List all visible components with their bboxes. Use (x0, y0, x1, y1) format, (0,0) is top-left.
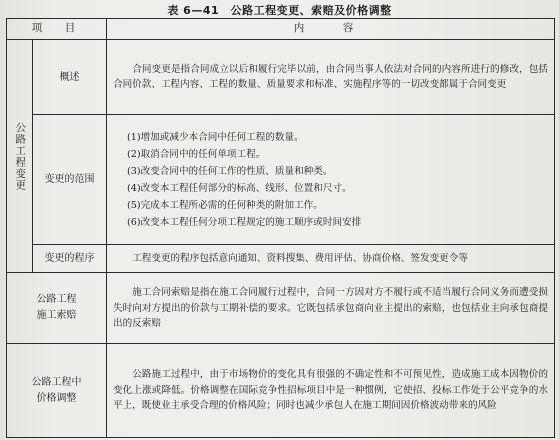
procedure-content (107, 245, 555, 273)
scope-content (107, 115, 555, 245)
header-row (7, 19, 555, 40)
header-item: 项 目 (7, 19, 107, 40)
row-procedure (7, 245, 555, 273)
content-table (6, 18, 555, 438)
scope-label: 变更的范围 (33, 115, 107, 245)
category-change-cell (7, 40, 33, 273)
scope-list (113, 129, 548, 231)
claims-label-line2: 施工索赔 (36, 310, 77, 322)
row-overview (7, 40, 555, 115)
header-content: 内 容 (107, 19, 555, 40)
scope-item: (6)改变本工程任何分项工程规定的施工顺序或时间安排 (127, 216, 362, 228)
claims-content (107, 273, 555, 344)
price-label-line1: 公路工程中 (31, 376, 82, 388)
category-change-label: 公路工程变更 (14, 121, 27, 191)
price-label-line2: 价格调整 (36, 392, 77, 404)
procedure-text: 工程变更的程序包括意向通知、资料搜集、费用评估、协商价格、签发变更令等 (132, 253, 468, 265)
scope-item: (1)增加或减少本合同中任何工程的数量。 (127, 131, 304, 143)
claims-label (7, 273, 107, 344)
overview-text: 合同变更是指合同成立以后和履行完毕以前，由合同当事人依法对合同的内容所进行的修改，包括合同价款、工程内容、工程的数量、质量要求和标准、实施程序等的一切改变都属于合同变更 (113, 63, 548, 91)
scope-item: (5)完成本工程所必需的任何种类的附加工作。 (127, 199, 323, 211)
overview-content (107, 40, 555, 115)
claims-text: 施工合同索赔是指在施工合同履行过程中，合同一方因对方不履行或不适当履行合同义务而遭受损失时向对方提出的价款与工期补偿的要求。它既包括承包商向业主提出的索赔，也包括业主向承包商提出的反索赔 (113, 287, 548, 330)
row-scope (7, 115, 555, 245)
scope-item: (3)改变合同中的任何工作的性质、质量和种类。 (127, 165, 333, 177)
row-price (7, 344, 555, 438)
price-text: 公路施工过程中，由于市场物价的变化具有很强的不确定性和不可预见性，造成施工成本因物价的变化上涨或降低。价格调整在国际竞争性招标项目中是一种惯例，它使招、投标工作处于公平竞争的水平上，既使业主承受合理的价格风险；同时也减少承包人在施工期间因价格波动带来的风险 (113, 369, 548, 412)
price-label (7, 344, 107, 438)
row-claims (7, 273, 555, 344)
scope-item: (2)取消合同中的任何单项工程。 (127, 148, 266, 160)
scope-item: (4)改变本工程任何部分的标高、线形、位置和尺寸。 (127, 182, 352, 194)
claims-label-line1: 公路工程 (36, 294, 77, 306)
price-content (107, 344, 555, 438)
procedure-label: 变更的程序 (33, 245, 107, 273)
table-title: 表 6—41 公路工程变更、索赔及价格调整 (167, 4, 392, 17)
overview-label: 概述 (33, 40, 107, 115)
